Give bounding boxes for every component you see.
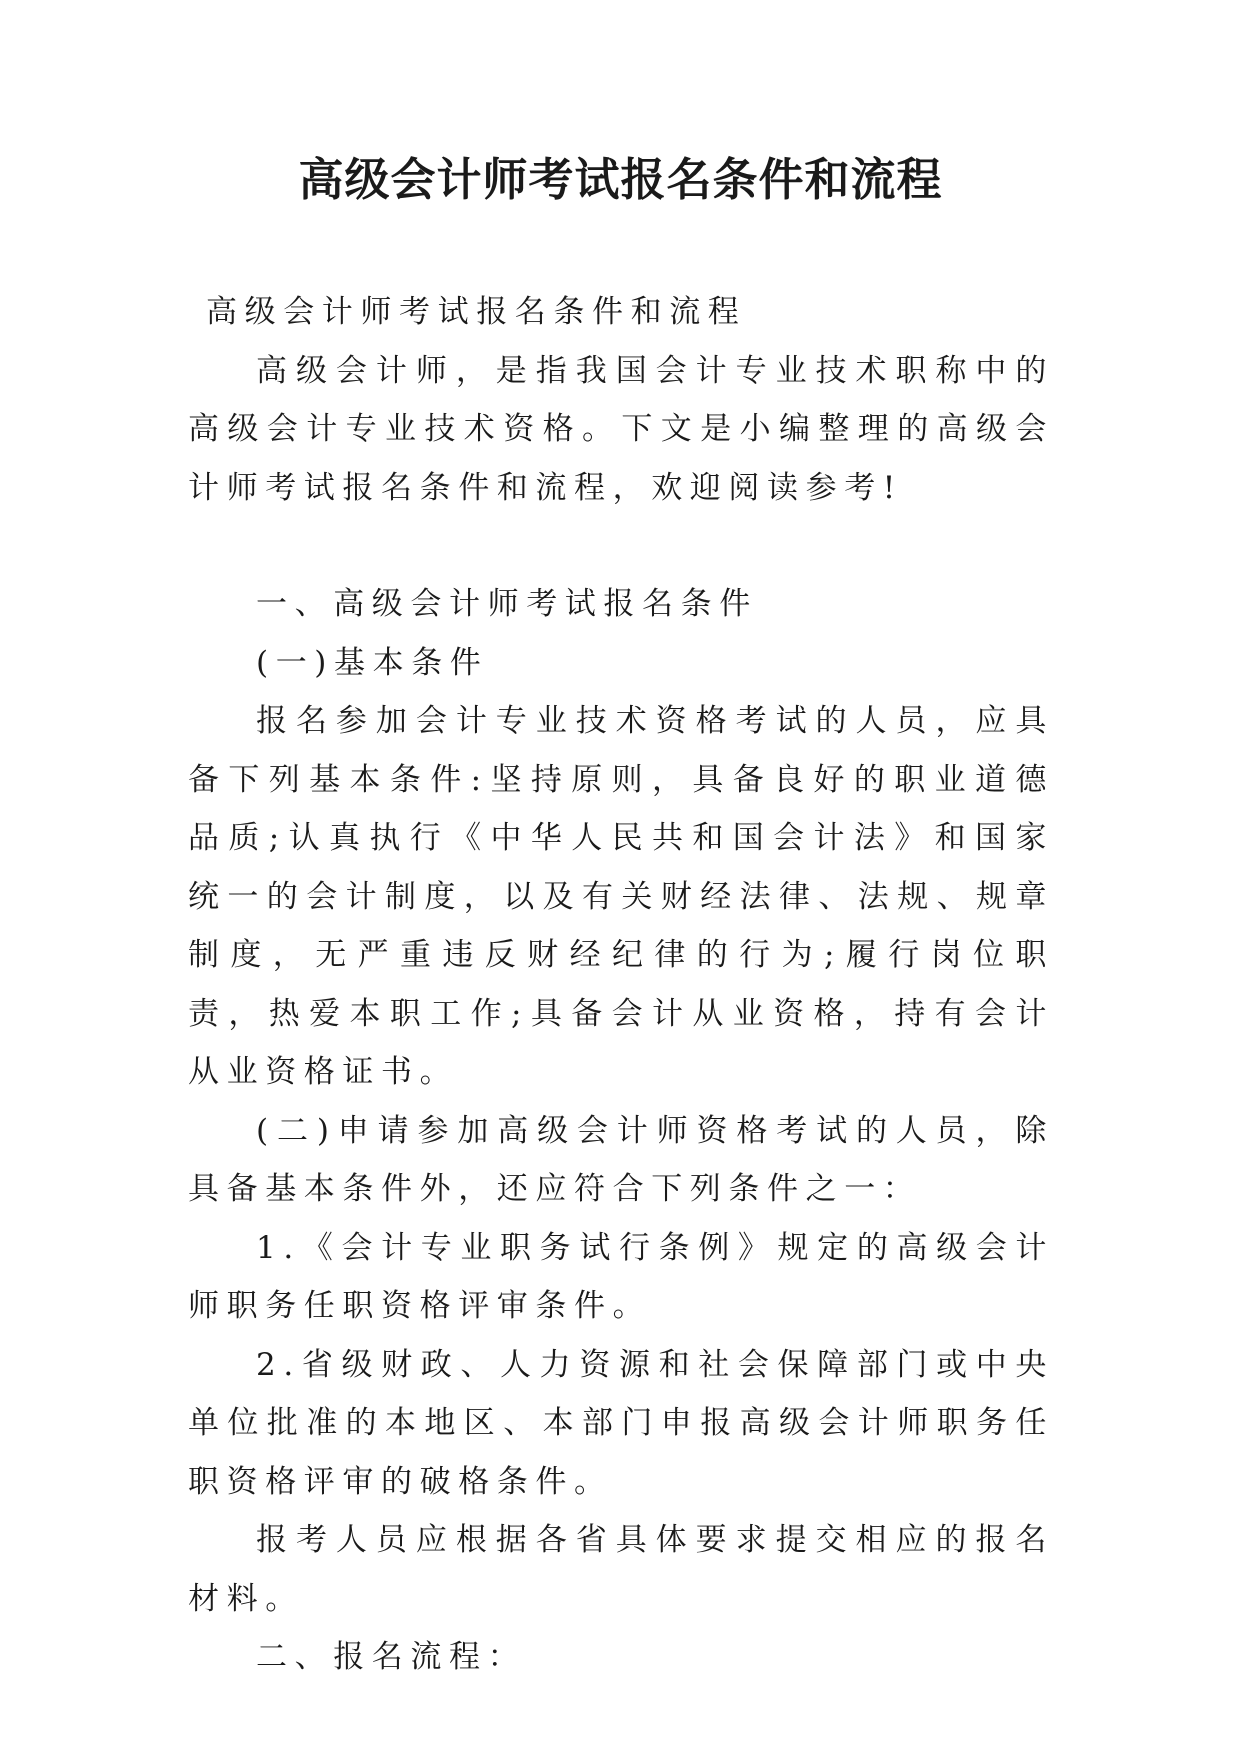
basic-conditions-heading: (一)基本条件 <box>256 644 489 681</box>
condition-item-1: 1.《会计专业职务试行条例》规定的高级会计师职务任职资格评审条件。 <box>188 1229 1054 1324</box>
document-body <box>188 283 1054 1687</box>
basic-conditions-paragraph: 报名参加会计专业技术资格考试的人员，应具备下列基本条件:坚持原则，具备良好的职业道德品质;认真执行《中华人民共和国会计法》和国家统一的会计制度，以及有关财经法律、法规、规章制度，无严重违反财经纪律的行为;履行岗位职责，热爱本职工作;具备会计从业资格，持有会计从业资格证书。 <box>188 703 1054 1090</box>
section1-heading: 一、高级会计师考试报名条件 <box>256 586 758 622</box>
intro-paragraph: 高级会计师，是指我国会计专业技术职称中的高级会计专业技术资格。下文是小编整理的高级会计师考试报名条件和流程，欢迎阅读参考! <box>188 352 1054 506</box>
paragraph-gap <box>188 517 1054 575</box>
condition-item-2: 2.省级财政、人力资源和社会保障部门或中央单位批准的本地区、本部门申报高级会计师职务任职资格评审的破格条件。 <box>188 1346 1054 1500</box>
section2-heading: 二、报名流程： <box>256 1639 527 1675</box>
document-subtitle: 高级会计师考试报名条件和流程 <box>206 294 747 330</box>
senior-conditions-paragraph: (二)申请参加高级会计师资格考试的人员，除具备基本条件外，还应符合下列条件之一： <box>188 1112 1054 1207</box>
document-title: 高级会计师考试报名条件和流程 <box>298 153 943 206</box>
materials-paragraph: 报考人员应根据各省具体要求提交相应的报名材料。 <box>188 1522 1054 1617</box>
